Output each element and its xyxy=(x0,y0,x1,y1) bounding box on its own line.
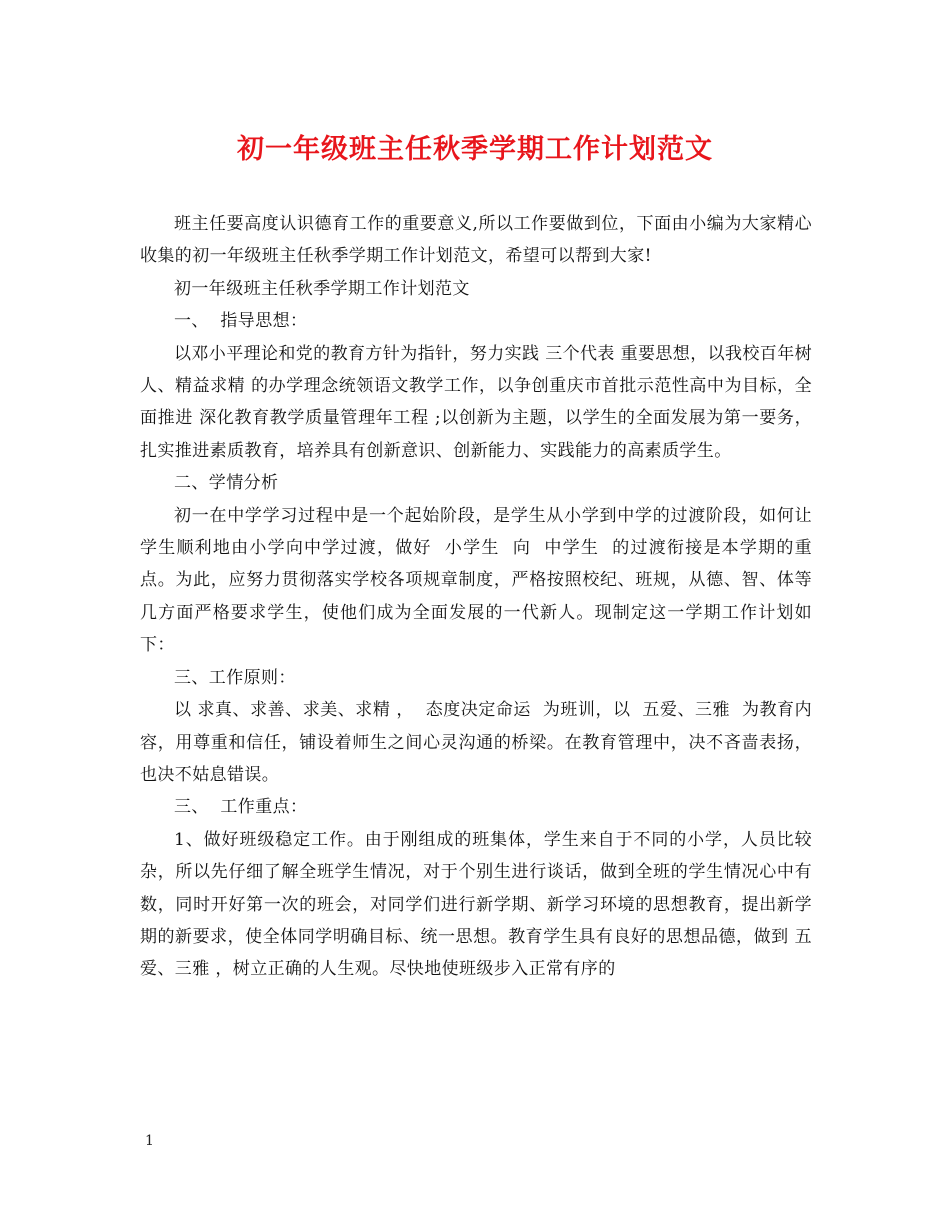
section-heading-student-analysis: 二、学情分析 xyxy=(174,473,279,494)
document-title: 初一年级班主任秋季学期工作计划范文 xyxy=(237,134,713,165)
section-heading-guiding-thought: 一、 指导思想： xyxy=(174,311,308,332)
intro-paragraph: 班主任要高度认识德育工作的重要意义,所以工作要做到位，下面由小编为大家精心收集的初一年级班主任秋季学期工作计划范文，希望可以帮到大家! xyxy=(140,214,812,267)
student-analysis-paragraph: 初一在中学学习过程中是一个起始阶段，是学生从小学到中学的过渡阶段，如何让学生顺利地由小学向中学过渡，做好 小学生 向 中学生 的过渡衔接是本学期的重点。为此，应努力贯彻落实学校各项规章制度，严格按照校纪、班规，从德、智、体等几方面严格要求学生，使他们成为全面发展的一代新人。现制定这一学期工作计划如下： xyxy=(140,505,812,656)
subtitle-paragraph: 初一年级班主任秋季学期工作计划范文 xyxy=(174,278,470,299)
section-heading-work-focus: 三、 工作重点： xyxy=(174,797,308,818)
section-heading-work-principles: 三、工作原则： xyxy=(174,667,296,688)
work-principles-paragraph: 以 求真、求善、求美、求精 ， 态度决定命运 为班训，以 五爱、三雅 为教育内容，用尊重和信任，铺设着师生之间心灵沟通的桥梁。在教育管理中，决不吝啬表扬，也决不姑息错误。 xyxy=(140,700,812,785)
work-focus-paragraph: 1、做好班级稳定工作。由于刚组成的班集体，学生来自于不同的小学，人员比较杂，所以先仔细了解全班学生情况，对于个别生进行谈话，做到全班的学生情况心中有数，同时开好第一次的班会，对同学们进行新学期、新学习环境的思想教育，提出新学期的新要求，使全体同学明确目标、统一思想。教育学生具有良好的思想品德，做到 五爱、三雅 ，树立正确的人生观。尽快地使班级步入正常有序的 xyxy=(140,829,812,980)
document-body xyxy=(140,208,812,986)
page-number: 1 xyxy=(145,1133,154,1149)
guiding-thought-paragraph: 以邓小平理论和党的教育方针为指针，努力实践 三个代表 重要思想，以我校百年树人、精益求精 的办学理念统领语文教学工作，以争创重庆市首批示范性高中为目标，全面推进 深化教育教学质量管理年工程 ;以创新为主题，以学生的全面发展为第一要务，扎实推进素质教育，培养具有创新意识、创新能力、实践能力的高素质学生。 xyxy=(140,343,813,461)
